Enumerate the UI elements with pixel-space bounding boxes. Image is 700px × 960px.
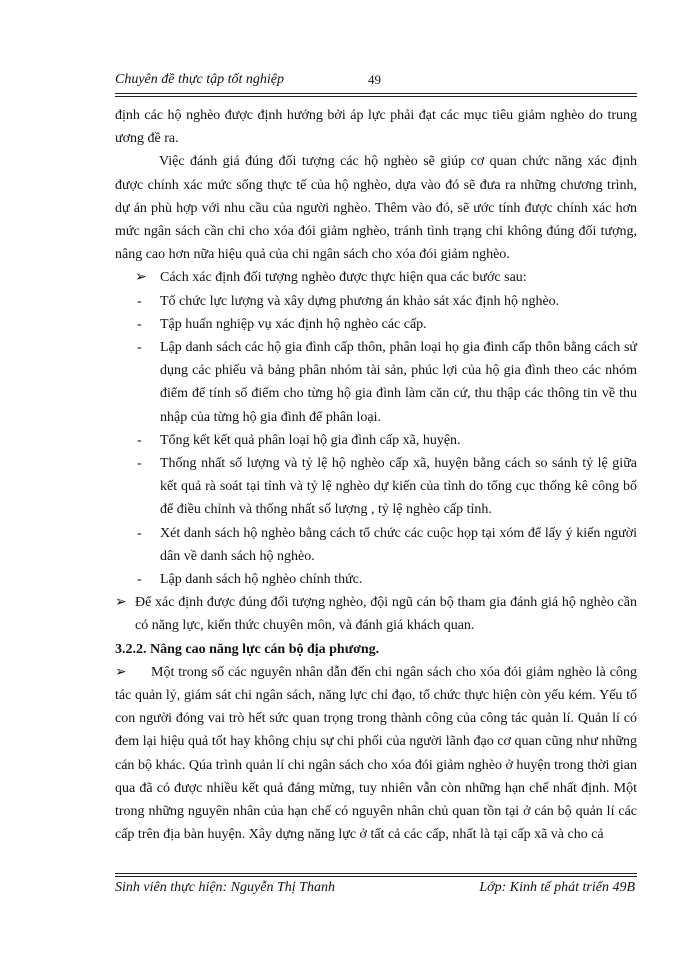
paragraph-continuation: định các hộ nghèo được định hướng bởi áp lực phải đạt các mục tiêu giảm nghèo do trung ương đề ra. [115, 108, 637, 147]
list-item [115, 290, 637, 313]
summary-item [115, 591, 637, 637]
list-item [115, 336, 637, 429]
list-item [115, 568, 637, 591]
list-item-text: Tổng kết kết quả phân loại hộ gia đình cấp xã, huyện. [160, 432, 461, 448]
dash-bullet: - [137, 525, 142, 541]
list-item [115, 429, 637, 452]
footer-rule-secondary [115, 876, 637, 877]
list-item-text: Tổ chức lực lượng và xây dựng phương án khảo sát xác định hộ nghèo. [160, 293, 560, 309]
header-rule-secondary [115, 96, 637, 97]
list-item [115, 313, 637, 336]
arrow-bullet-icon: ➢ [115, 595, 127, 611]
list-item [115, 452, 637, 522]
list-item-text: Thống nhất số lượng và tỷ lệ hộ nghèo cấp xã, huyện bằng cách so sánh tỷ lệ giữa kết quả rà soát tại tỉnh và tỷ lệ nghèo dự kiến của tỉnh do tổng cục thống kê công bố để điều chỉnh và thống nhất số lượng , tỷ lệ nghèo cấp tỉnh. [160, 456, 637, 518]
summary-text: Để xác định được đúng đối tượng nghèo, đội ngũ cán bộ tham gia đánh giá hộ nghèo cần có năng lực, kiến thức chuyên môn, và đánh giá khách quan. [135, 595, 637, 634]
dash-bullet: - [137, 316, 142, 332]
arrow-bullet-icon: ➢ [115, 664, 127, 680]
dash-bullet: - [137, 456, 142, 472]
list-item-text: Tập huấn nghiệp vụ xác định hộ nghèo các cấp. [160, 316, 427, 332]
section-paragraph [115, 661, 637, 847]
steps-intro-text: Cách xác định đối tượng nghèo được thực hiện qua các bước sau: [160, 270, 527, 286]
steps-intro [115, 266, 637, 289]
arrow-bullet-icon: ➢ [135, 270, 147, 286]
dash-bullet: - [137, 293, 142, 309]
header-rule [115, 93, 637, 94]
page-number: 49 [368, 72, 381, 87]
header-title: Chuyên đề thực tập tốt nghiệp [115, 72, 284, 87]
list-item-text: Xét danh sách hộ nghèo bằng cách tổ chức các cuộc họp tại xóm để lấy ý kiến người dân về danh sách hộ nghèo. [160, 525, 637, 564]
footer-class: Lớp: Kinh tế phát triển 49B [479, 880, 635, 895]
page-content [115, 104, 637, 847]
dash-bullet: - [137, 432, 142, 448]
footer-rule [115, 873, 637, 874]
dash-bullet: - [137, 572, 142, 588]
paragraph-evaluation: Việc đánh giá đúng đối tượng các hộ nghèo sẽ giúp cơ quan chức năng xác định được chính xác mức sống thực tế của hộ nghèo, dựa vào đó sẽ đưa ra những chương trình, dự án phù hợp với nhu cầu của người nghèo. Thêm vào đó, sẽ ước tính được chính xác hơn mức ngân sách cần chi cho xóa đói giảm nghèo, tránh tình trạng chi không đúng đối tượng, nâng cao hơn nữa hiệu quả của chi ngân sách cho xóa đói giảm nghèo. [115, 154, 637, 263]
dash-bullet: - [137, 340, 142, 356]
footer-student: Sinh viên thực hiện: Nguyễn Thị Thanh [115, 880, 335, 895]
section-paragraph-text: Một trong số các nguyên nhân dẫn đến chi ngân sách cho xóa đói giảm nghèo là công tác quản lý, giám sát chi ngân sách, năng lực chỉ đạo, tổ chức thực hiện còn yếu kém. Yếu tố con người đóng vai trò hết sức quan trọng trong thành công của công tác quản lí. Quản lí có đem lại hiệu quả tốt hay không chịu sự chi phối của người lãnh đạo cơ quan cũng như những cán bộ khác. Qúa trình quản lí chi ngân sách cho xóa đói giảm nghèo ở huyện trong thời gian qua đã có được nhiều kết quả đáng mừng, tuy nhiên vẫn còn những hạn chế nhất định. Một trong những nguyên nhân của hạn chế có nguyên nhân chủ quan tồn tại ở cán bộ quản lí các cấp trên địa bàn huyện. Xây dựng năng lực ở tất cả các cấp, nhất là tại cấp xã và cho cả [115, 664, 637, 843]
list-item [115, 522, 637, 568]
list-item-text: Lập danh sách hộ nghèo chính thức. [160, 572, 363, 588]
section-heading: 3.2.2. Nâng cao năng lực cán bộ địa phương. [115, 641, 380, 657]
list-item-text: Lập danh sách các hộ gia đình cấp thôn, phân loại họ gia đình cấp thôn bằng cách sử dụng các phiếu và bảng phân nhóm tài sản, phúc lợi của hộ gia đình theo các nhóm điểm để tính số điểm cho từng hộ gia đình làm căn cứ, thu thập các thông tin về thu nhập của từng hộ gia đình để phân loại. [160, 340, 637, 425]
